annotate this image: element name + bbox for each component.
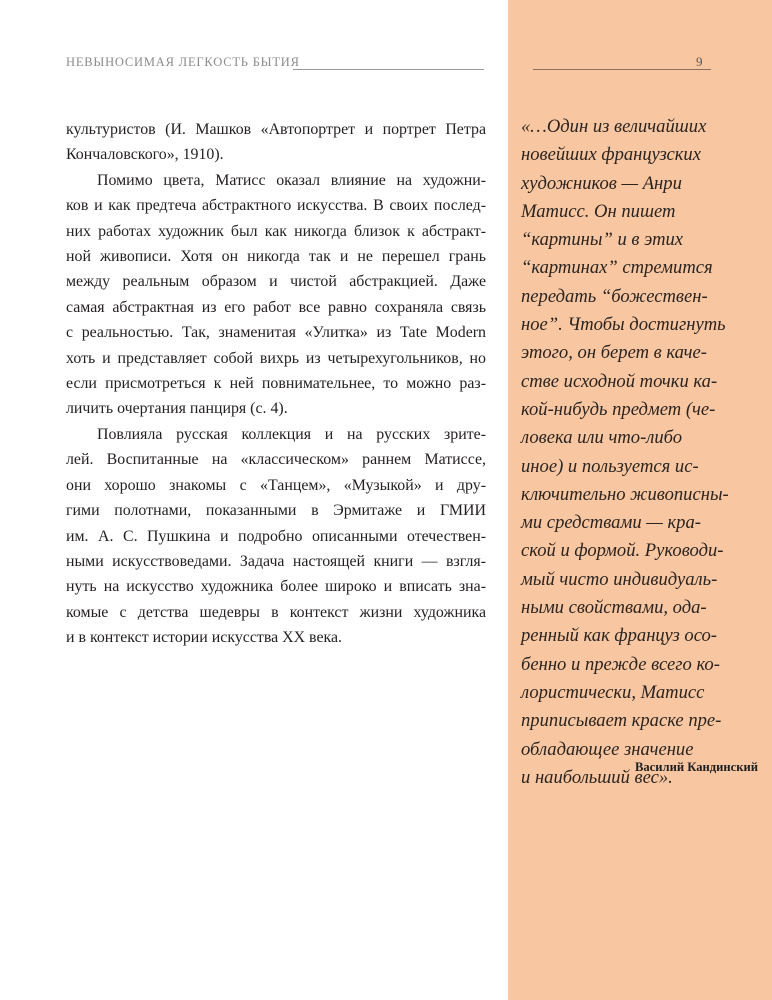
body-line: нуть на искусство художника более широко и вписать зна-	[66, 578, 486, 596]
quote-line: иное) и пользуется ис-	[521, 455, 699, 477]
body-line: им. А. С. Пушкина и подробно описанными отечествен-	[66, 527, 486, 545]
quote-line: Матисс. Он пишет	[521, 200, 676, 222]
body-line: гими полотнами, показанными в Эрмитаже и ГМИИ	[66, 502, 486, 520]
quote-line: ными свойствами, ода-	[521, 597, 707, 619]
kandinsky-quote	[521, 113, 751, 792]
quote-line: “картинах” стремится	[521, 257, 713, 279]
body-line: хоть и представляет собой вихрь из четырехугольников, но	[66, 349, 486, 367]
body-line: ков и как предтеча абстрактного искусства. В своих послед-	[66, 197, 486, 215]
body-line: и в контекст истории искусства XX века.	[66, 629, 343, 647]
body-line: личить очертания панциря (с. 4).	[66, 400, 288, 418]
quote-line: “картины” и в этих	[521, 229, 684, 251]
paragraph-2	[66, 168, 486, 422]
body-line: культуристов (И. Машков «Автопортрет и портрет Петра	[66, 121, 486, 138]
quote-line: ное”. Чтобы достигнуть	[521, 314, 726, 336]
body-line: комые с детства шедевры в контекст жизни художника	[66, 603, 486, 621]
quote-line: стве исходной точки ка-	[521, 370, 718, 392]
quote-line: и наибольший вес».	[521, 766, 673, 788]
sidebar-rule	[533, 69, 711, 70]
body-line: лей. Воспитанные на «классическом» раннем Матиссе,	[66, 451, 486, 469]
body-line: Помимо цвета, Матисс оказал влияние на художни-	[97, 171, 486, 189]
quote-line: ренный как француз осо-	[521, 625, 717, 647]
body-line: Кончаловского», 1910).	[66, 146, 224, 164]
quote-line: ми средствами — кра-	[521, 512, 701, 534]
quote-line: художников — Анри	[521, 172, 682, 194]
body-line: Повлияла русская коллекция и на русских зрите-	[97, 425, 486, 443]
body-line: они хорошо знакомы с «Танцем», «Музыкой» и дру-	[66, 476, 486, 494]
running-header: НЕВЫНОСИМАЯ ЛЕГКОСТЬ БЫТИЯ	[66, 55, 300, 69]
quote-line: передать “божествен-	[521, 285, 708, 307]
quote-line: бенно и прежде всего ко-	[521, 653, 720, 675]
quote-line: ключительно живописны-	[521, 483, 729, 505]
body-text	[66, 117, 486, 651]
quote-line: лористически, Матисс	[521, 681, 705, 703]
quote-line: приписывает краске пре-	[521, 710, 722, 732]
quote-line: «…Один из величайших	[521, 116, 707, 137]
quote-line: новейших французских	[521, 144, 701, 166]
body-line: ной живописи. Хотя он никогда так и не перешел грань	[66, 248, 486, 266]
body-line: ными искусствоведами. Задача настоящей книги — взгля-	[66, 552, 486, 570]
body-line: с реальностью. Так, знаменитая «Улитка» из Tate Modern	[66, 324, 486, 342]
body-line: между реальным образом и чистой абстракцией. Даже	[66, 273, 486, 291]
quote-line: мый чисто индивидуаль-	[521, 568, 718, 590]
quote-line: ловека или что-либо	[521, 427, 683, 449]
quote-line: ской и формой. Руководи-	[521, 540, 724, 562]
header-rule	[293, 69, 484, 70]
paragraph-1	[66, 117, 486, 168]
body-line: самая абстрактная из его работ все равно сохраняла связь	[66, 298, 486, 316]
quote-line: этого, он берет в каче-	[521, 342, 708, 364]
quote-sidebar	[508, 0, 772, 1000]
quote-attribution: Василий Кандинский	[634, 760, 758, 774]
quote-line: обладающее значение	[521, 738, 694, 760]
page-number: 9	[696, 54, 703, 69]
quote-line: кой-нибудь предмет (че-	[521, 398, 716, 420]
body-line: них работах художник был как никогда близок к абстракт-	[66, 222, 486, 240]
body-line: если присмотреться к ней повнимательнее, то можно раз-	[66, 375, 486, 393]
paragraph-3	[66, 422, 486, 651]
